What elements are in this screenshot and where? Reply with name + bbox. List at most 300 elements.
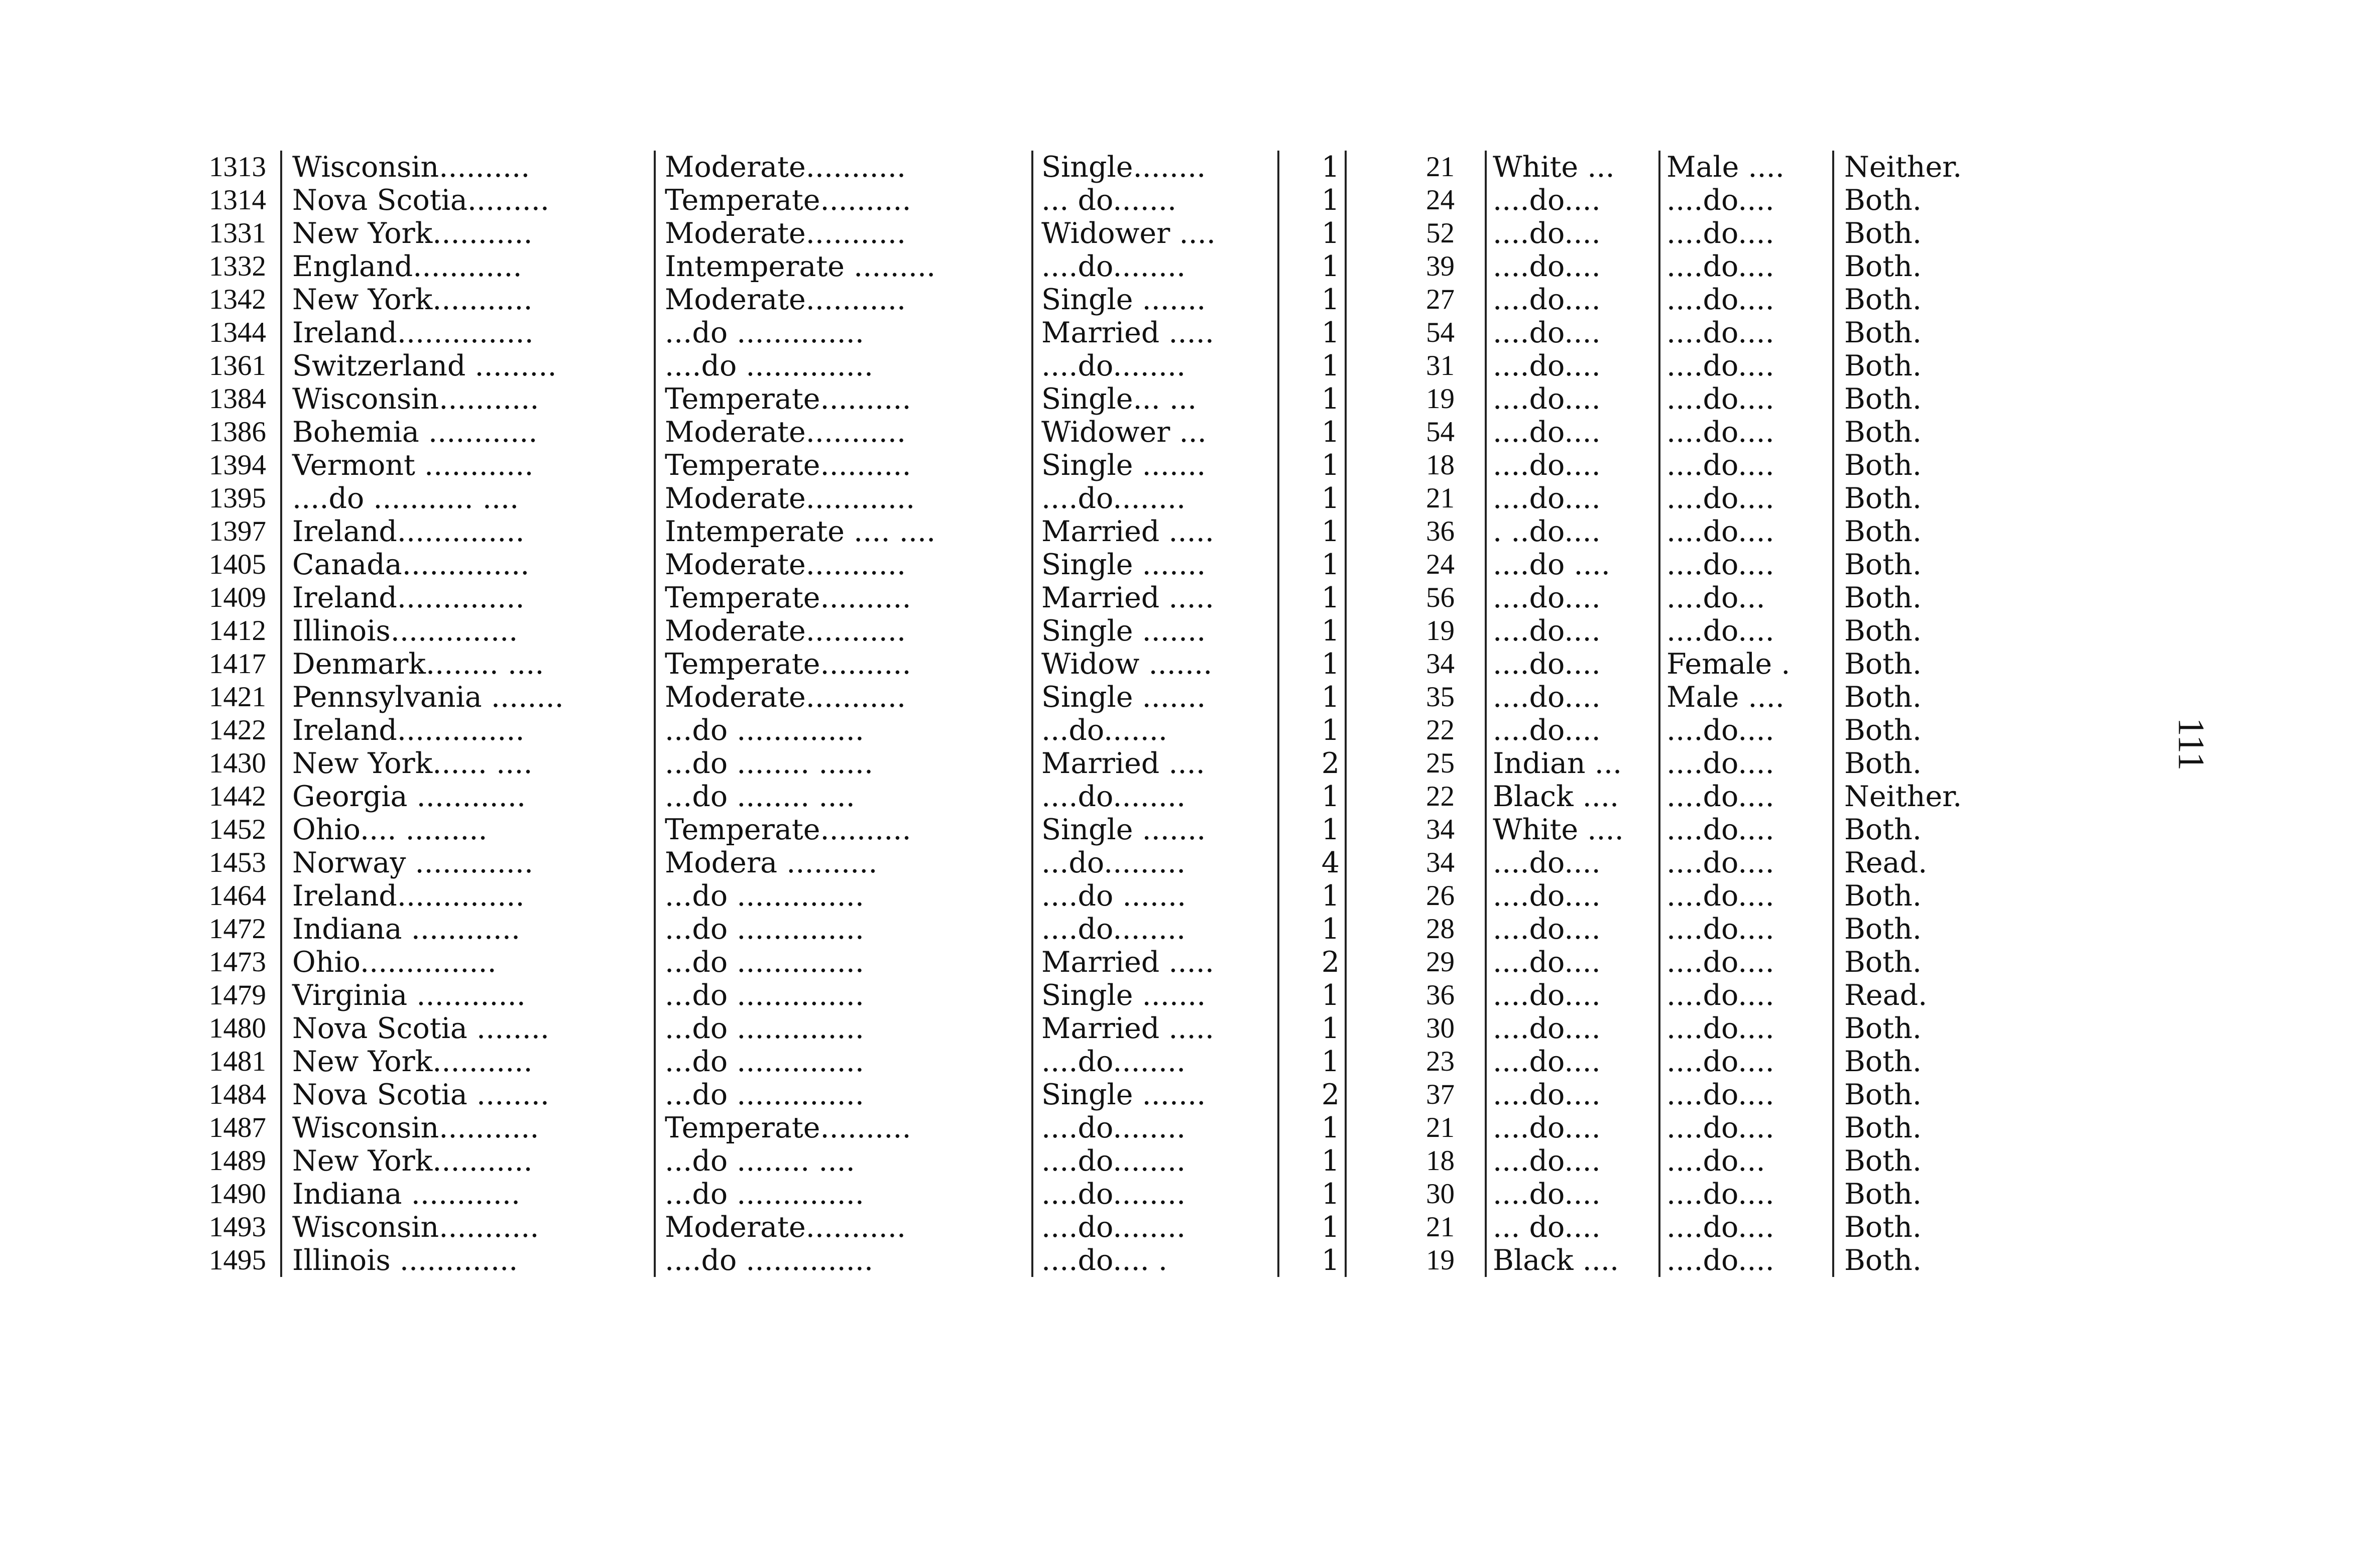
sex-cell: ....do....	[1659, 217, 1833, 250]
race-cell: ....do....	[1486, 1078, 1659, 1111]
nativity-cell: New York...........	[281, 283, 655, 316]
civil-condition-cell: ....do........	[1032, 1144, 1278, 1178]
race-cell: ....do ....	[1486, 548, 1659, 581]
count-cell: 2	[1278, 747, 1346, 780]
nativity-cell: Vermont ............	[281, 449, 655, 482]
table-row	[166, 1244, 1995, 1277]
education-cell: Both.	[1833, 1144, 1995, 1178]
count-cell: 1	[1278, 1211, 1346, 1244]
age-cell: 34	[1346, 846, 1486, 879]
table-row	[166, 449, 1995, 482]
habits-cell: ....do ..............	[655, 349, 1032, 382]
habits-cell: ...do ..............	[655, 1178, 1032, 1211]
race-cell: ....do....	[1486, 349, 1659, 382]
habits-cell: Moderate...........	[655, 548, 1032, 581]
record-number: 1386	[209, 416, 266, 448]
count-cell: 1	[1278, 548, 1346, 581]
race-cell: ....do....	[1486, 449, 1659, 482]
education-cell: Read.	[1833, 979, 1995, 1012]
habits-cell: Moderate...........	[655, 416, 1032, 449]
habits-cell: Temperate..........	[655, 449, 1032, 482]
sex-cell: ....do...	[1659, 581, 1833, 614]
race-cell: ....do....	[1486, 316, 1659, 349]
count-cell: 1	[1278, 648, 1346, 681]
record-number: 1395	[209, 482, 266, 514]
race-cell: ....do....	[1486, 1012, 1659, 1045]
sex-cell: ....do....	[1659, 449, 1833, 482]
record-number: 1361	[209, 350, 266, 381]
count-cell: 1	[1278, 581, 1346, 614]
table-row	[166, 780, 1995, 813]
civil-condition-cell: Single........	[1032, 151, 1278, 184]
civil-condition-cell: ....do........	[1032, 349, 1278, 382]
nativity-cell: Ireland..............	[281, 515, 655, 548]
nativity-cell: ....do ........... ....	[281, 482, 655, 515]
sex-cell: ....do....	[1659, 846, 1833, 879]
nativity-cell: Wisconsin..........	[281, 151, 655, 184]
habits-cell: Moderate...........	[655, 151, 1032, 184]
education-cell: Both.	[1833, 1045, 1995, 1078]
race-cell: White ...	[1486, 151, 1659, 184]
education-cell: Both.	[1833, 1244, 1995, 1277]
race-cell: ....do....	[1486, 979, 1659, 1012]
count-cell: 1	[1278, 879, 1346, 913]
sex-cell: ....do....	[1659, 879, 1833, 913]
civil-condition-cell: Married .....	[1032, 515, 1278, 548]
age-cell: 22	[1346, 714, 1486, 747]
table-row	[166, 515, 1995, 548]
count-cell: 1	[1278, 382, 1346, 416]
habits-cell: ...do ..............	[655, 946, 1032, 979]
sex-cell: Female .	[1659, 648, 1833, 681]
habits-cell: Moderate...........	[655, 217, 1032, 250]
race-cell: ....do....	[1486, 581, 1659, 614]
age-cell: 21	[1346, 482, 1486, 515]
race-cell: ....do....	[1486, 946, 1659, 979]
sex-cell: ....do....	[1659, 1111, 1833, 1144]
education-cell: Both.	[1833, 714, 1995, 747]
table-row	[166, 250, 1995, 283]
education-cell: Both.	[1833, 184, 1995, 217]
education-cell: Both.	[1833, 382, 1995, 416]
civil-condition-cell: Single .......	[1032, 979, 1278, 1012]
age-cell: 37	[1346, 1078, 1486, 1111]
civil-condition-cell: Single .......	[1032, 614, 1278, 648]
age-cell: 56	[1346, 581, 1486, 614]
age-cell: 19	[1346, 382, 1486, 416]
count-cell: 1	[1278, 283, 1346, 316]
count-cell: 2	[1278, 946, 1346, 979]
civil-condition-cell: ....do........	[1032, 913, 1278, 946]
race-cell: ....do....	[1486, 382, 1659, 416]
nativity-cell: Nova Scotia.........	[281, 184, 655, 217]
record-number: 1473	[209, 946, 266, 978]
register-table-body	[166, 151, 1995, 1277]
page-number: 111	[2170, 717, 2212, 771]
nativity-cell: New York...... ....	[281, 747, 655, 780]
education-cell: Both.	[1833, 913, 1995, 946]
civil-condition-cell: ....do........	[1032, 1178, 1278, 1211]
race-cell: ....do....	[1486, 648, 1659, 681]
habits-cell: ...do ..............	[655, 1012, 1032, 1045]
record-number: 1394	[209, 449, 266, 481]
education-cell: Both.	[1833, 1178, 1995, 1211]
civil-condition-cell: ....do........	[1032, 780, 1278, 813]
count-cell: 1	[1278, 1012, 1346, 1045]
record-number: 1489	[209, 1145, 266, 1177]
table-row	[166, 714, 1995, 747]
age-cell: 23	[1346, 1045, 1486, 1078]
nativity-cell: Indiana ............	[281, 1178, 655, 1211]
education-cell: Both.	[1833, 316, 1995, 349]
table-row	[166, 1045, 1995, 1078]
civil-condition-cell: Widower ....	[1032, 217, 1278, 250]
civil-condition-cell: Widow .......	[1032, 648, 1278, 681]
count-cell: 1	[1278, 1178, 1346, 1211]
record-number: 1472	[209, 913, 266, 945]
education-cell: Both.	[1833, 747, 1995, 780]
habits-cell: Moderate...........	[655, 681, 1032, 714]
table-row	[166, 482, 1995, 515]
table-row	[166, 217, 1995, 250]
education-cell: Neither.	[1833, 780, 1995, 813]
sex-cell: ....do....	[1659, 813, 1833, 846]
race-cell: Indian ...	[1486, 747, 1659, 780]
habits-cell: Temperate..........	[655, 184, 1032, 217]
nativity-cell: Virginia ............	[281, 979, 655, 1012]
education-cell: Both.	[1833, 283, 1995, 316]
record-number: 1344	[209, 317, 266, 348]
civil-condition-cell: ...do.........	[1032, 846, 1278, 879]
education-cell: Both.	[1833, 648, 1995, 681]
habits-cell: ...do ..............	[655, 1078, 1032, 1111]
habits-cell: ...do ........ ......	[655, 747, 1032, 780]
habits-cell: ...do ..............	[655, 913, 1032, 946]
count-cell: 2	[1278, 1078, 1346, 1111]
civil-condition-cell: ....do.... .	[1032, 1244, 1278, 1277]
record-number: 1313	[209, 151, 266, 183]
count-cell: 1	[1278, 813, 1346, 846]
education-cell: Both.	[1833, 879, 1995, 913]
sex-cell: ....do....	[1659, 714, 1833, 747]
nativity-cell: Canada..............	[281, 548, 655, 581]
age-cell: 34	[1346, 648, 1486, 681]
race-cell: ....do....	[1486, 913, 1659, 946]
race-cell: ....do....	[1486, 482, 1659, 515]
race-cell: ....do....	[1486, 879, 1659, 913]
civil-condition-cell: ...do.......	[1032, 714, 1278, 747]
sex-cell: ....do....	[1659, 349, 1833, 382]
race-cell: ....do....	[1486, 846, 1659, 879]
table-row	[166, 1211, 1995, 1244]
sex-cell: ....do....	[1659, 382, 1833, 416]
civil-condition-cell: Married .....	[1032, 1012, 1278, 1045]
nativity-cell: England............	[281, 250, 655, 283]
education-cell: Both.	[1833, 349, 1995, 382]
age-cell: 31	[1346, 349, 1486, 382]
sex-cell: ....do...	[1659, 1144, 1833, 1178]
age-cell: 36	[1346, 979, 1486, 1012]
record-number: 1412	[209, 615, 266, 647]
sex-cell: ....do....	[1659, 979, 1833, 1012]
race-cell: ....do....	[1486, 1144, 1659, 1178]
sex-cell: ....do....	[1659, 184, 1833, 217]
table-row	[166, 1111, 1995, 1144]
record-number: 1331	[209, 217, 266, 249]
age-cell: 29	[1346, 946, 1486, 979]
sex-cell: ....do....	[1659, 416, 1833, 449]
sex-cell: ....do....	[1659, 250, 1833, 283]
nativity-cell: New York...........	[281, 1045, 655, 1078]
record-number: 1422	[209, 714, 266, 746]
age-cell: 24	[1346, 548, 1486, 581]
record-number: 1421	[209, 681, 266, 713]
register-table	[166, 151, 1995, 1277]
civil-condition-cell: Widower ...	[1032, 416, 1278, 449]
table-row	[166, 1144, 1995, 1178]
sex-cell: ....do....	[1659, 1178, 1833, 1211]
age-cell: 27	[1346, 283, 1486, 316]
civil-condition-cell: Single .......	[1032, 1078, 1278, 1111]
nativity-cell: Nova Scotia ........	[281, 1012, 655, 1045]
age-cell: 36	[1346, 515, 1486, 548]
record-number: 1384	[209, 383, 266, 415]
education-cell: Both.	[1833, 217, 1995, 250]
age-cell: 54	[1346, 416, 1486, 449]
civil-condition-cell: Single .......	[1032, 449, 1278, 482]
nativity-cell: Georgia ............	[281, 780, 655, 813]
civil-condition-cell: Single .......	[1032, 681, 1278, 714]
table-row	[166, 1078, 1995, 1111]
record-number: 1417	[209, 648, 266, 680]
civil-condition-cell: Married .....	[1032, 946, 1278, 979]
table-row	[166, 416, 1995, 449]
nativity-cell: Bohemia ............	[281, 416, 655, 449]
education-cell: Both.	[1833, 581, 1995, 614]
age-cell: 54	[1346, 316, 1486, 349]
nativity-cell: Illinois..............	[281, 614, 655, 648]
sex-cell: ....do....	[1659, 1078, 1833, 1111]
civil-condition-cell: Married .....	[1032, 581, 1278, 614]
civil-condition-cell: ....do........	[1032, 482, 1278, 515]
table-row	[166, 979, 1995, 1012]
civil-condition-cell: ....do........	[1032, 1211, 1278, 1244]
education-cell: Both.	[1833, 449, 1995, 482]
record-number: 1490	[209, 1178, 266, 1210]
count-cell: 1	[1278, 482, 1346, 515]
table-row	[166, 184, 1995, 217]
race-cell: ... do....	[1486, 1211, 1659, 1244]
age-cell: 21	[1346, 151, 1486, 184]
nativity-cell: Wisconsin...........	[281, 1211, 655, 1244]
habits-cell: Intemperate .........	[655, 250, 1032, 283]
record-number: 1481	[209, 1046, 266, 1077]
education-cell: Both.	[1833, 250, 1995, 283]
education-cell: Both.	[1833, 813, 1995, 846]
race-cell: Black ....	[1486, 1244, 1659, 1277]
sex-cell: ....do....	[1659, 614, 1833, 648]
civil-condition-cell: Single... ...	[1032, 382, 1278, 416]
race-cell: ....do....	[1486, 217, 1659, 250]
age-cell: 24	[1346, 184, 1486, 217]
nativity-cell: New York...........	[281, 217, 655, 250]
education-cell: Both.	[1833, 482, 1995, 515]
education-cell: Both.	[1833, 515, 1995, 548]
habits-cell: Temperate..........	[655, 648, 1032, 681]
age-cell: 25	[1346, 747, 1486, 780]
count-cell: 1	[1278, 714, 1346, 747]
sex-cell: ....do....	[1659, 548, 1833, 581]
nativity-cell: Ireland..............	[281, 581, 655, 614]
habits-cell: ...do ........ ....	[655, 780, 1032, 813]
age-cell: 18	[1346, 1144, 1486, 1178]
table-row	[166, 283, 1995, 316]
education-cell: Both.	[1833, 1111, 1995, 1144]
nativity-cell: Ireland..............	[281, 714, 655, 747]
sex-cell: ....do....	[1659, 946, 1833, 979]
record-number: 1409	[209, 582, 266, 613]
count-cell: 1	[1278, 1045, 1346, 1078]
habits-cell: Temperate..........	[655, 581, 1032, 614]
nativity-cell: Switzerland .........	[281, 349, 655, 382]
habits-cell: ...do ..............	[655, 979, 1032, 1012]
age-cell: 21	[1346, 1111, 1486, 1144]
race-cell: ....do....	[1486, 681, 1659, 714]
table-row	[166, 548, 1995, 581]
age-cell: 52	[1346, 217, 1486, 250]
count-cell: 1	[1278, 1144, 1346, 1178]
count-cell: 1	[1278, 515, 1346, 548]
record-number: 1493	[209, 1211, 266, 1243]
habits-cell: Temperate..........	[655, 382, 1032, 416]
record-number: 1397	[209, 516, 266, 547]
education-cell: Both.	[1833, 946, 1995, 979]
sex-cell: ....do....	[1659, 780, 1833, 813]
age-cell: 39	[1346, 250, 1486, 283]
sex-cell: ....do....	[1659, 1244, 1833, 1277]
sex-cell: Male ....	[1659, 681, 1833, 714]
table-row	[166, 151, 1995, 184]
age-cell: 30	[1346, 1178, 1486, 1211]
race-cell: ....do....	[1486, 416, 1659, 449]
race-cell: ....do....	[1486, 1178, 1659, 1211]
count-cell: 1	[1278, 1111, 1346, 1144]
race-cell: ....do....	[1486, 1045, 1659, 1078]
habits-cell: ...do ........ ....	[655, 1144, 1032, 1178]
sex-cell: ....do....	[1659, 482, 1833, 515]
nativity-cell: Ireland...............	[281, 316, 655, 349]
sex-cell: Male ....	[1659, 151, 1833, 184]
record-number: 1464	[209, 880, 266, 912]
habits-cell: Intemperate .... ....	[655, 515, 1032, 548]
age-cell: 35	[1346, 681, 1486, 714]
age-cell: 26	[1346, 879, 1486, 913]
record-number: 1332	[209, 250, 266, 282]
civil-condition-cell: ... do.......	[1032, 184, 1278, 217]
count-cell: 1	[1278, 681, 1346, 714]
civil-condition-cell: Single .......	[1032, 548, 1278, 581]
habits-cell: ...do ..............	[655, 714, 1032, 747]
table-row	[166, 1012, 1995, 1045]
count-cell: 1	[1278, 614, 1346, 648]
race-cell: ....do....	[1486, 283, 1659, 316]
nativity-cell: Indiana ............	[281, 913, 655, 946]
nativity-cell: Ohio...............	[281, 946, 655, 979]
record-number: 1314	[209, 184, 266, 216]
habits-cell: ....do ..............	[655, 1244, 1032, 1277]
education-cell: Both.	[1833, 681, 1995, 714]
table-row	[166, 614, 1995, 648]
civil-condition-cell: Married ....	[1032, 747, 1278, 780]
education-cell: Both.	[1833, 1078, 1995, 1111]
count-cell: 1	[1278, 449, 1346, 482]
age-cell: 34	[1346, 813, 1486, 846]
nativity-cell: Pennsylvania ........	[281, 681, 655, 714]
habits-cell: Temperate..........	[655, 813, 1032, 846]
education-cell: Neither.	[1833, 151, 1995, 184]
age-cell: 30	[1346, 1012, 1486, 1045]
education-cell: Both.	[1833, 416, 1995, 449]
table-row	[166, 813, 1995, 846]
education-cell: Both.	[1833, 1211, 1995, 1244]
nativity-cell: Illinois .............	[281, 1244, 655, 1277]
race-cell: ....do....	[1486, 184, 1659, 217]
nativity-cell: Wisconsin...........	[281, 382, 655, 416]
nativity-cell: New York...........	[281, 1144, 655, 1178]
record-number: 1442	[209, 781, 266, 812]
sex-cell: ....do....	[1659, 316, 1833, 349]
race-cell: ....do....	[1486, 1111, 1659, 1144]
education-cell: Read.	[1833, 846, 1995, 879]
table-row	[166, 913, 1995, 946]
sex-cell: ....do....	[1659, 747, 1833, 780]
count-cell: 1	[1278, 913, 1346, 946]
count-cell: 1	[1278, 217, 1346, 250]
civil-condition-cell: ....do........	[1032, 250, 1278, 283]
table-row	[166, 1178, 1995, 1211]
count-cell: 1	[1278, 250, 1346, 283]
habits-cell: ...do ..............	[655, 316, 1032, 349]
race-cell: ....do....	[1486, 250, 1659, 283]
count-cell: 1	[1278, 979, 1346, 1012]
sex-cell: ....do....	[1659, 283, 1833, 316]
race-cell: Black ....	[1486, 780, 1659, 813]
civil-condition-cell: Married .....	[1032, 316, 1278, 349]
record-number: 1453	[209, 847, 266, 878]
civil-condition-cell: Single .......	[1032, 813, 1278, 846]
record-number: 1430	[209, 747, 266, 779]
count-cell: 1	[1278, 1244, 1346, 1277]
table-row	[166, 382, 1995, 416]
habits-cell: Moderate............	[655, 482, 1032, 515]
habits-cell: Moderate...........	[655, 614, 1032, 648]
nativity-cell: Norway .............	[281, 846, 655, 879]
sex-cell: ....do....	[1659, 1045, 1833, 1078]
count-cell: 1	[1278, 349, 1346, 382]
count-cell: 1	[1278, 151, 1346, 184]
record-number: 1342	[209, 284, 266, 315]
nativity-cell: Wisconsin...........	[281, 1111, 655, 1144]
record-number: 1495	[209, 1244, 266, 1276]
count-cell: 1	[1278, 316, 1346, 349]
habits-cell: ...do ..............	[655, 1045, 1032, 1078]
habits-cell: ...do ..............	[655, 879, 1032, 913]
record-number: 1487	[209, 1112, 266, 1143]
civil-condition-cell: Single .......	[1032, 283, 1278, 316]
sex-cell: ....do....	[1659, 913, 1833, 946]
record-number: 1480	[209, 1012, 266, 1044]
age-cell: 19	[1346, 1244, 1486, 1277]
